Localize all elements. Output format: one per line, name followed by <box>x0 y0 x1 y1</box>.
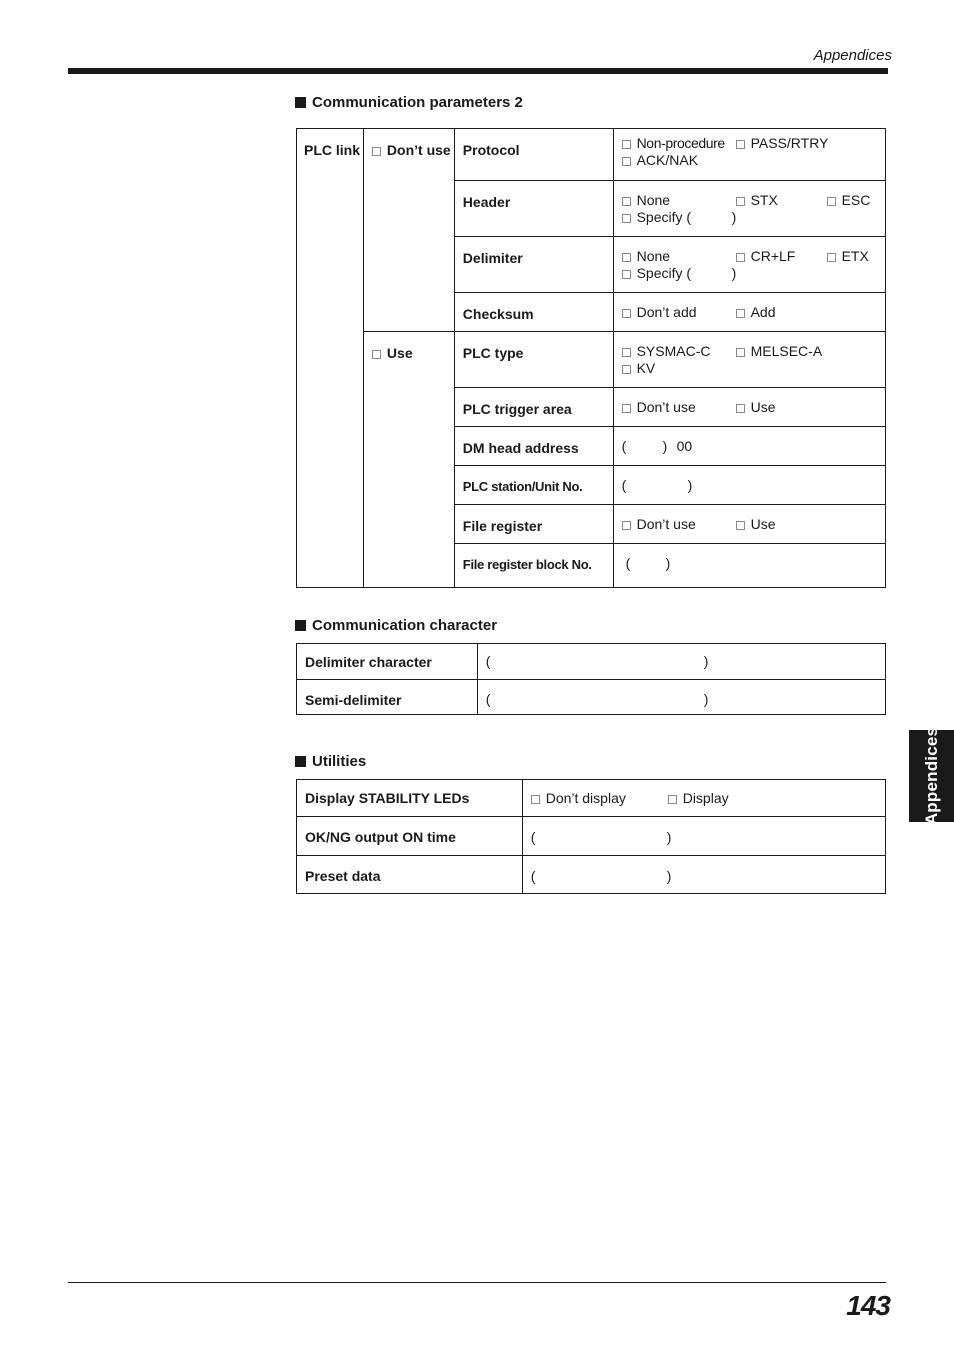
checkbox-icon <box>736 521 745 530</box>
file-register-label: File register <box>454 505 613 544</box>
okng-on-time-label: OK/NG output ON time <box>297 817 523 856</box>
checkbox-icon <box>668 795 677 804</box>
opt-delim-etx[interactable]: ETX <box>827 248 869 265</box>
opt-delim-crlf[interactable]: CR+LF <box>736 248 796 265</box>
delimiter-label: Delimiter <box>454 237 613 293</box>
checkbox-icon <box>827 197 836 206</box>
semi-delimiter-value[interactable] <box>477 680 885 715</box>
utilities-table <box>296 779 886 894</box>
plc-trigger-area-label: PLC trigger area <box>454 388 613 427</box>
protocol-options <box>613 129 885 181</box>
checkbox-icon <box>622 270 631 279</box>
close-paren: ) <box>703 691 709 707</box>
opt-header-stx[interactable]: STX <box>736 192 778 209</box>
plc-trigger-options <box>613 388 885 427</box>
opt-kv[interactable]: KV <box>622 360 656 377</box>
comm-char-table <box>296 643 886 715</box>
protocol-label: Protocol <box>454 129 613 181</box>
appendices-side-tab <box>909 726 954 826</box>
section-title-comm2: Communication parameters 2 <box>295 94 523 111</box>
checkbox-icon <box>736 140 745 149</box>
opt-header-esc[interactable]: ESC <box>827 192 871 209</box>
close-paren: ) <box>731 265 737 281</box>
page-number: 143 <box>846 1290 890 1321</box>
file-register-block-label: File register block No. <box>454 544 613 588</box>
dm-head-address-label: DM head address <box>454 427 613 466</box>
checksum-label: Checksum <box>454 293 613 332</box>
section-title-utilities: Utilities <box>295 753 366 770</box>
opt-file-register-use[interactable]: Use <box>736 516 776 533</box>
checkbox-icon <box>736 197 745 206</box>
plc-link-cell: PLC link <box>297 129 364 588</box>
open-paren: ( <box>530 829 536 845</box>
checkbox-icon <box>736 348 745 357</box>
checkbox-icon <box>622 140 631 149</box>
checkbox-icon <box>736 253 745 262</box>
semi-delimiter-label: Semi-delimiter <box>297 680 478 715</box>
open-paren: ( <box>485 691 491 707</box>
opt-display[interactable]: Display <box>668 790 729 807</box>
opt-delim-specify[interactable]: Specify ( <box>622 265 691 282</box>
header-label: Header <box>454 181 613 237</box>
plc-station-label: PLC station/Unit No. <box>454 466 613 505</box>
checkbox-icon <box>827 253 836 262</box>
delimiter-character-value[interactable] <box>477 644 885 680</box>
section-title-comm-char: Communication character <box>295 617 497 634</box>
checkbox-icon <box>622 214 631 223</box>
square-bullet-icon <box>295 756 306 767</box>
opt-header-specify[interactable]: Specify ( <box>622 209 691 226</box>
close-paren: ) <box>731 209 737 225</box>
opt-delim-none[interactable]: None <box>622 248 670 265</box>
opt-non-procedure[interactable]: Non-procedure <box>622 135 725 152</box>
open-paren: ( <box>530 868 536 884</box>
running-header: Appendices <box>813 47 892 64</box>
preset-data-label: Preset data <box>297 856 523 894</box>
file-register-options <box>613 505 885 544</box>
checkbox-icon <box>531 795 540 804</box>
open-paren: ( <box>625 555 631 571</box>
opt-pass-rtry[interactable]: PASS/RTRY <box>736 135 829 152</box>
checkbox-icon <box>736 404 745 413</box>
checkbox-icon <box>622 157 631 166</box>
checkbox-icon <box>622 253 631 262</box>
stability-leds-options <box>522 780 885 817</box>
close-paren: ) <box>666 829 672 845</box>
opt-checksum-add[interactable]: Add <box>736 304 776 321</box>
checkbox-icon <box>622 365 631 374</box>
close-paren: ) <box>687 477 693 493</box>
opt-ack-nak[interactable]: ACK/NAK <box>622 152 698 169</box>
delimiter-options <box>613 237 885 293</box>
okng-on-time-value[interactable] <box>522 817 885 856</box>
open-paren: ( <box>621 438 627 454</box>
checkbox-icon <box>736 309 745 318</box>
opt-file-register-dont-use[interactable]: Don’t use <box>622 516 696 533</box>
opt-sysmac-c[interactable]: SYSMAC-C <box>622 343 711 360</box>
header-rule <box>68 68 888 74</box>
checkbox-icon <box>622 309 631 318</box>
close-paren: ) <box>665 555 671 571</box>
open-paren: ( <box>621 477 627 493</box>
opt-trigger-use[interactable]: Use <box>736 399 776 416</box>
opt-trigger-dont-use[interactable]: Don’t use <box>622 399 696 416</box>
checksum-options <box>613 293 885 332</box>
plc-type-options <box>613 332 885 388</box>
opt-dont-display[interactable]: Don’t display <box>531 790 626 807</box>
close-paren: ) <box>666 868 672 884</box>
open-paren: ( <box>485 653 491 669</box>
side-tab-label: Appendices <box>921 726 941 826</box>
dm-head-address-value[interactable] <box>613 427 885 466</box>
plc-type-label: PLC type <box>454 332 613 388</box>
comm2-table <box>296 128 886 588</box>
square-bullet-icon <box>295 620 306 631</box>
opt-header-none[interactable]: None <box>622 192 670 209</box>
square-bullet-icon <box>295 97 306 108</box>
header-options <box>613 181 885 237</box>
opt-melsec-a[interactable]: MELSEC-A <box>736 343 823 360</box>
delimiter-character-label: Delimiter character <box>297 644 478 680</box>
checkbox-icon <box>622 348 631 357</box>
dont-use-cell: Don’t use <box>363 129 454 332</box>
file-register-block-value[interactable] <box>613 544 885 588</box>
checkbox-icon <box>622 521 631 530</box>
checkbox-icon <box>622 197 631 206</box>
close-paren: ) <box>703 653 709 669</box>
opt-checksum-dont-add[interactable]: Don’t add <box>622 304 697 321</box>
dm-address-suffix: 00 <box>676 438 693 454</box>
checkbox-icon <box>622 404 631 413</box>
footer-rule <box>68 1282 886 1283</box>
use-checkbox[interactable] <box>372 350 381 359</box>
use-cell: Use <box>363 332 454 588</box>
preset-data-value[interactable] <box>522 856 885 894</box>
plc-station-value[interactable] <box>613 466 885 505</box>
dont-use-checkbox[interactable] <box>372 147 381 156</box>
stability-leds-label: Display STABILITY LEDs <box>297 780 523 817</box>
close-paren: ) <box>662 438 668 454</box>
